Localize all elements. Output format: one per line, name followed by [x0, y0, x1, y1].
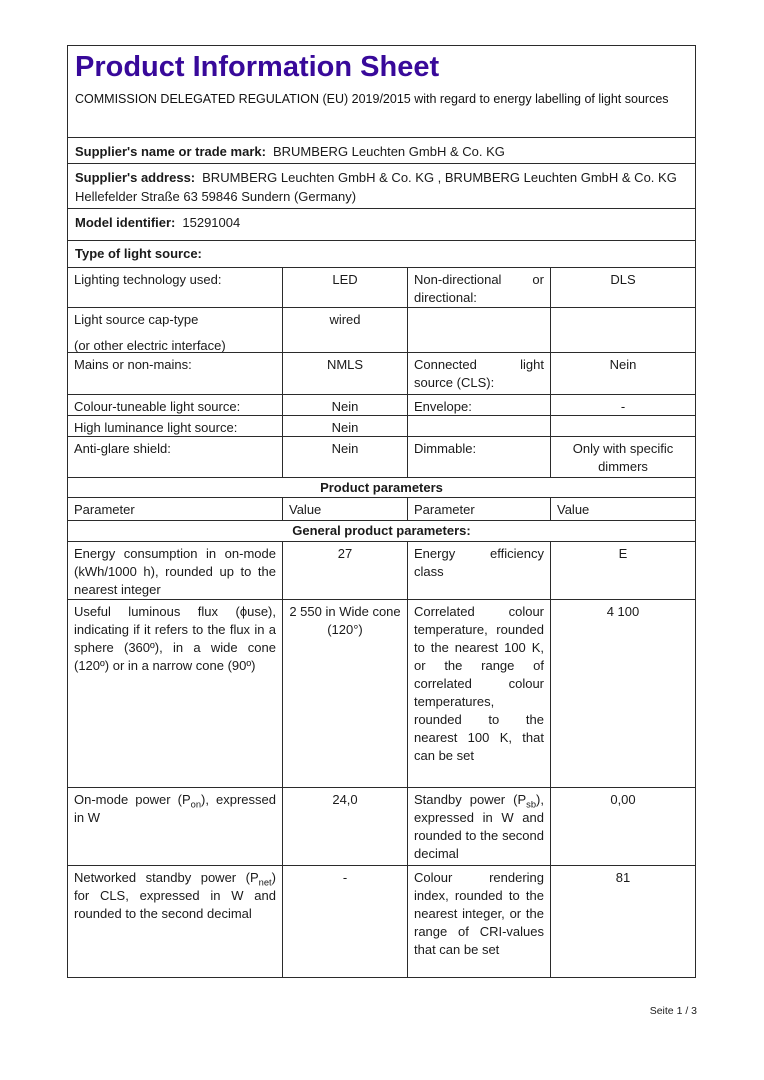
model-identifier-row	[68, 208, 695, 240]
param-cell: Colour-tuneable light source:	[74, 399, 241, 414]
param-cell: Standby power $(P_{sb})$, expressed in W and rounded to the second decimal	[407, 788, 550, 865]
supplier-name-label: Supplier's name or trade mark:	[75, 144, 266, 159]
type-of-light-source-heading: Type of light source:	[68, 240, 695, 267]
param-cell: On-mode power $(P_{on})$, expressed in W	[74, 792, 276, 825]
param-cell	[68, 308, 282, 352]
value-cell: Nein	[282, 416, 407, 436]
table-row	[68, 436, 695, 477]
param-cell: Non-directional or directional:	[407, 268, 550, 307]
value-cell: 2 550 in Wide cone (120°)	[282, 600, 407, 787]
param-cell: Lighting technology used:	[74, 272, 222, 287]
value-cell: 24,0	[282, 788, 407, 865]
param-cell: Correlated colour temperature, rounded to the nearest 100 K, or the range of correlated colour temperatures, rounded to the nearest 100 K, that can be set	[407, 600, 550, 787]
general-parameters-banner: General product parameters:	[68, 520, 695, 541]
regulation-subtitle: COMMISSION DELEGATED REGULATION (EU) 2019/2015 with regard to energy labelling of light sources	[75, 92, 669, 106]
value-cell: LED	[282, 268, 407, 307]
column-header: Value	[282, 498, 407, 520]
page-title: Product Information Sheet	[75, 51, 440, 83]
value-cell: -	[282, 866, 407, 977]
value-cell: Only with specific dimmers	[550, 437, 695, 477]
product-parameters-banner: Product parameters	[68, 477, 695, 497]
value-cell: E	[550, 542, 695, 599]
value-cell: DLS	[550, 268, 695, 307]
page-number: Seite 1 / 3	[649, 1005, 697, 1017]
column-header-row	[68, 497, 695, 520]
table-row	[68, 267, 695, 307]
column-header: Parameter	[74, 502, 135, 517]
param-cell: Connected light source (CLS):	[407, 353, 550, 394]
param-cell: Anti-glare shield:	[74, 441, 171, 456]
product-information-sheet	[67, 45, 696, 978]
supplier-address-row	[68, 163, 695, 208]
value-cell: wired	[282, 308, 407, 352]
param-cell: Colour rendering index, rounded to the nearest integer, or the range of CRI-values that can be set	[407, 866, 550, 977]
param-cell: Mains or non-mains:	[74, 357, 192, 372]
table-row	[68, 541, 695, 599]
supplier-name-row	[68, 137, 695, 163]
param-cell: High luminance light source:	[74, 420, 238, 435]
value-cell: NMLS	[282, 353, 407, 394]
value-cell: 27	[282, 542, 407, 599]
value-cell: 81	[550, 866, 695, 977]
value-cell	[550, 308, 695, 352]
param-cell	[407, 416, 550, 436]
table-row	[68, 352, 695, 394]
param-cell: Networked standby power $(P_{net})$ for CLS, expressed in W and rounded to the second decimal	[74, 870, 276, 921]
title-block	[68, 46, 695, 137]
param-cell: Dimmable:	[407, 437, 550, 477]
param-cell: Envelope:	[407, 395, 550, 415]
cap-type-line1: Light source cap-type	[74, 312, 199, 327]
value-cell: Nein	[282, 395, 407, 415]
supplier-name-value: BRUMBERG Leuchten GmbH & Co. KG	[272, 144, 505, 159]
value-cell: 4 100	[550, 600, 695, 787]
column-header: Parameter	[407, 498, 550, 520]
model-identifier-label: Model identifier:	[75, 215, 176, 230]
table-row	[68, 599, 695, 787]
cap-type-line2: (or other electric interface)	[74, 338, 226, 352]
value-cell: -	[550, 395, 695, 415]
supplier-address-label: Supplier's address:	[75, 170, 196, 185]
table-row	[68, 865, 695, 977]
param-cell: Energy efficiency class	[407, 542, 550, 599]
table-row	[68, 394, 695, 415]
param-cell: Useful luminous flux (ϕuse), indicating if it refers to the flux in a sphere (360º), in a wide cone (120º) or in a narrow cone (90º)	[74, 604, 276, 673]
value-cell: Nein	[550, 353, 695, 394]
value-cell	[550, 416, 695, 436]
column-header: Value	[550, 498, 695, 520]
value-cell: 0,00	[550, 788, 695, 865]
param-cell: Energy consumption in on-mode (kWh/1000 h), rounded up to the nearest integer	[74, 546, 276, 597]
param-cell	[407, 308, 550, 352]
table-row	[68, 415, 695, 436]
table-row	[68, 787, 695, 865]
supplier-address-value: BRUMBERG Leuchten GmbH & Co. KG , BRUMBERG Leuchten GmbH & Co. KG Hellefelder Straße 63 59846 Sundern (Germany)	[75, 170, 677, 204]
value-cell: Nein	[282, 437, 407, 477]
model-identifier-value: 15291004	[182, 215, 241, 230]
table-row	[68, 307, 695, 352]
